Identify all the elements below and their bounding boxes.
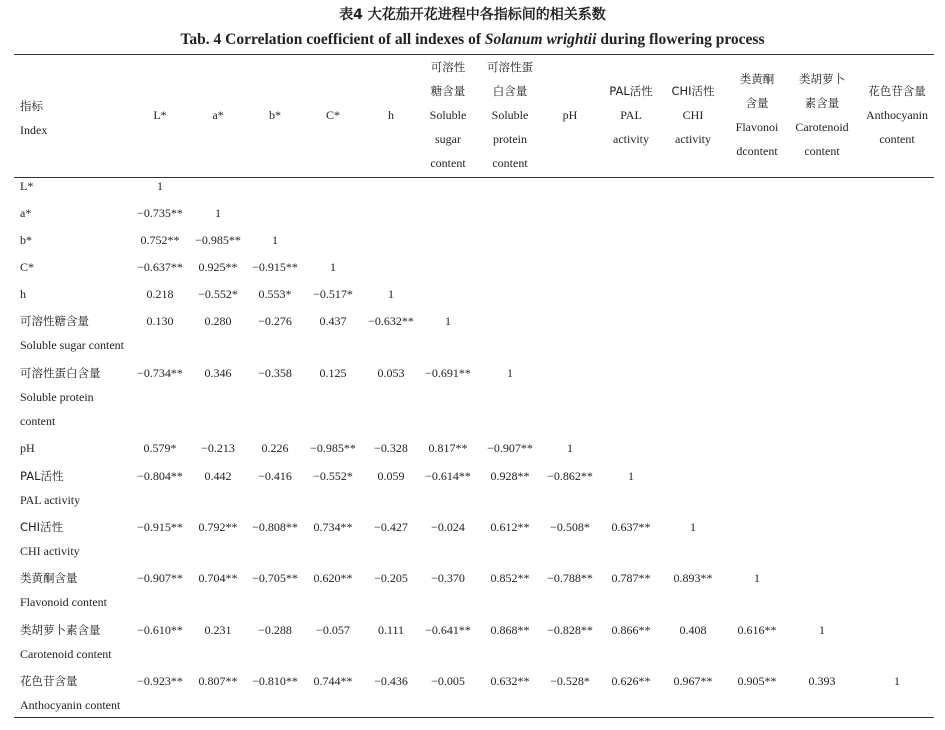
column-header-line: b* — [269, 108, 281, 122]
table-cell: 0.408 — [679, 623, 707, 637]
column-header-line: sugar — [435, 132, 461, 146]
column-header-line: L* — [153, 108, 167, 122]
table-cell: 0.346 — [204, 366, 232, 380]
table-cell: −0.808** — [252, 520, 298, 534]
row-label-line: b* — [20, 233, 32, 247]
row-label-line: Anthocyanin content — [20, 698, 121, 712]
column-header — [852, 79, 942, 151]
table-cell: −0.205 — [374, 571, 408, 585]
row-label-line: CHI activity — [20, 544, 80, 558]
table-cell: −0.923** — [137, 674, 183, 688]
column-header-line: 可溶性 — [430, 60, 466, 74]
row-label-line: PAL activity — [20, 493, 81, 507]
table-cell: −0.024 — [431, 520, 465, 534]
row-label-line: a* — [20, 206, 32, 220]
table-cell: −0.552* — [313, 469, 353, 483]
table-cell: −0.213 — [201, 441, 235, 455]
column-header-line: 可溶性蛋 — [487, 60, 533, 74]
table-cell: −0.370 — [431, 571, 465, 585]
column-header-line: 素含量 — [804, 96, 840, 110]
table-cell: 1 — [157, 179, 163, 193]
table-cell: 0.632** — [490, 674, 530, 688]
table-cell: 0.792** — [198, 520, 238, 534]
table-cell: 0.852** — [490, 571, 530, 585]
table-cell: 0.437 — [319, 314, 347, 328]
table-cell: 0.553* — [258, 287, 292, 301]
row-label — [20, 201, 31, 225]
table-cell: 0.579* — [143, 441, 177, 455]
column-header-line: Carotenoid — [795, 120, 849, 134]
column-header-line: PAL活性 — [609, 84, 653, 98]
row-label — [20, 255, 34, 279]
header-rule — [14, 177, 934, 178]
table-cell: −0.632** — [368, 314, 414, 328]
table-cell: 1 — [894, 674, 900, 688]
column-header-line: protein — [493, 132, 527, 146]
table-cell: −0.057 — [316, 623, 350, 637]
column-header-line: 类胡萝卜 — [799, 72, 845, 86]
column-header-line: CHI — [682, 108, 704, 122]
table-cell: −0.610** — [137, 623, 183, 637]
table-cell: 1 — [754, 571, 760, 585]
table-cell: −0.637** — [137, 260, 183, 274]
row-label — [20, 618, 112, 666]
title-en-suffix: during flowering process — [596, 31, 765, 48]
table-cell: −0.427 — [374, 520, 408, 534]
table-cell: 0.280 — [204, 314, 232, 328]
table-cell: 0.616** — [737, 623, 777, 637]
row-label — [20, 282, 26, 306]
column-header-line: content — [492, 156, 528, 170]
table-cell: 1 — [272, 233, 278, 247]
table-cell: −0.985** — [195, 233, 241, 247]
row-label-line: 花色苷含量 — [20, 674, 78, 688]
table-cell: −0.705** — [252, 571, 298, 585]
table-cell: 0.059 — [377, 469, 405, 483]
column-header-line: a* — [212, 108, 224, 122]
table-cell: 0.817** — [428, 441, 468, 455]
row-label — [20, 361, 101, 433]
table-cell: −0.528* — [550, 674, 590, 688]
column-header-line: pH — [562, 108, 578, 122]
table-cell: −0.517* — [313, 287, 353, 301]
row-label-line: content — [20, 414, 56, 428]
column-header-line: 含量 — [745, 96, 769, 110]
table-cell: 1 — [445, 314, 451, 328]
row-label — [20, 464, 80, 512]
table-cell: −0.358 — [258, 366, 292, 380]
table-cell: −0.907** — [487, 441, 533, 455]
row-label-line: Flavonoid content — [20, 595, 107, 609]
table-cell: 1 — [690, 520, 696, 534]
table-cell: 0.125 — [319, 366, 347, 380]
row-label — [20, 309, 124, 357]
table-cell: 0.626** — [611, 674, 651, 688]
row-label-line: Soluble sugar content — [20, 338, 124, 352]
table-cell: −0.508* — [550, 520, 590, 534]
table-cell: 0.393 — [808, 674, 836, 688]
table-cell: −0.915** — [252, 260, 298, 274]
table-cell: −0.734** — [137, 366, 183, 380]
column-header-line: 糖含量 — [430, 84, 466, 98]
table-cell: 0.226 — [261, 441, 289, 455]
table-title-en — [0, 31, 945, 49]
row-label — [20, 566, 107, 614]
table-cell: 0.925** — [198, 260, 238, 274]
row-label-line: 类胡萝卜素含量 — [20, 623, 101, 637]
table-cell: 0.905** — [737, 674, 777, 688]
table-cell: 0.130 — [146, 314, 174, 328]
table-cell: −0.735** — [137, 206, 183, 220]
header-index — [20, 94, 47, 142]
table-cell: 0.218 — [146, 287, 174, 301]
row-label-line: Soluble protein — [20, 390, 94, 404]
table-cell: 1 — [567, 441, 573, 455]
column-header-line: 花色苷含量 — [868, 84, 926, 98]
table-cell: −0.862** — [547, 469, 593, 483]
table-title-cn: 表4 大花茄开花进程中各指标间的相关系数 — [339, 7, 606, 23]
row-label — [20, 228, 32, 252]
table-cell: 0.734** — [313, 520, 353, 534]
row-label-line: L* — [20, 179, 34, 193]
row-label-line: 类黄酮含量 — [20, 571, 78, 585]
row-label — [20, 174, 33, 198]
title-en-prefix: Tab. 4 Correlation coefficient of all indexes of — [180, 31, 485, 48]
table-cell: −0.985** — [310, 441, 356, 455]
table-cell: −0.810** — [252, 674, 298, 688]
table-cell: −0.614** — [425, 469, 471, 483]
row-label-line: C* — [20, 260, 35, 274]
table-cell: −0.804** — [137, 469, 183, 483]
column-header-line: PAL — [620, 108, 642, 122]
table-cell: 1 — [819, 623, 825, 637]
table-cell: 0.893** — [673, 571, 713, 585]
column-header-line: CHI活性 — [671, 84, 715, 98]
table-cell: 1 — [507, 366, 513, 380]
table-cell: 0.053 — [377, 366, 405, 380]
table-cell: 0.704** — [198, 571, 238, 585]
table-cell: −0.552* — [198, 287, 238, 301]
table-cell: −0.436 — [374, 674, 408, 688]
table-cell: 0.231 — [204, 623, 232, 637]
table-cell: −0.788** — [547, 571, 593, 585]
table-cell: −0.641** — [425, 623, 471, 637]
row-label-line: 可溶性糖含量 — [20, 314, 89, 328]
table-cell: −0.915** — [137, 520, 183, 534]
column-header-line: activity — [675, 132, 711, 146]
table-cell: 0.928** — [490, 469, 530, 483]
column-header-line: Soluble — [429, 108, 467, 122]
table-cell: 0.866** — [611, 623, 651, 637]
column-header-line: content — [879, 132, 915, 146]
row-label-line: h — [20, 287, 26, 301]
row-label — [20, 436, 35, 460]
header-index-cn: 指标 — [20, 99, 43, 113]
table-cell: 0.612** — [490, 520, 530, 534]
table-cell: −0.328 — [374, 441, 408, 455]
row-label — [20, 515, 80, 563]
table-cell: 0.111 — [377, 623, 405, 637]
column-header-line: C* — [325, 108, 340, 122]
table-cell: 0.620** — [313, 571, 353, 585]
table-cell: 0.967** — [673, 674, 713, 688]
column-header-line: content — [430, 156, 466, 170]
table-cell: 1 — [330, 260, 336, 274]
column-header-line: activity — [613, 132, 649, 146]
row-label-line: 可溶性蛋白含量 — [20, 366, 101, 380]
table-cell: 0.744** — [313, 674, 353, 688]
table-cell: 1 — [388, 287, 394, 301]
table-cell: 1 — [215, 206, 221, 220]
table-cell: 0.868** — [490, 623, 530, 637]
column-header-line: dcontent — [736, 144, 778, 158]
column-header-line: content — [804, 144, 840, 158]
column-header-line: Soluble — [491, 108, 529, 122]
column-header-line: Flavonoi — [735, 120, 779, 134]
column-header-line: h — [388, 108, 394, 122]
table-cell: 1 — [628, 469, 634, 483]
header-index-en: Index — [20, 123, 48, 137]
table-cell: 0.787** — [611, 571, 651, 585]
bottom-rule — [14, 717, 934, 718]
column-header-line: Anthocyanin — [866, 108, 928, 122]
table-cell: −0.288 — [258, 623, 292, 637]
table-cell: −0.907** — [137, 571, 183, 585]
table-cell: −0.276 — [258, 314, 292, 328]
title-en-species: Solanum wrightii — [484, 31, 597, 48]
table-cell: 0.442 — [204, 469, 232, 483]
table-cell: 0.752** — [140, 233, 180, 247]
table-cell: 0.637** — [611, 520, 651, 534]
table-cell: −0.691** — [425, 366, 471, 380]
row-label-line: pH — [20, 441, 35, 455]
table-cell: −0.416 — [258, 469, 292, 483]
row-label-line: Carotenoid content — [20, 647, 112, 661]
row-label-line: PAL活性 — [20, 469, 64, 483]
row-label — [20, 669, 120, 717]
table-cell: −0.828** — [547, 623, 593, 637]
row-label-line: CHI活性 — [20, 520, 64, 534]
table-cell: −0.005 — [431, 674, 465, 688]
column-header-line: 类黄酮 — [739, 72, 775, 86]
column-header-line: 白含量 — [492, 84, 528, 98]
table-cell: 0.807** — [198, 674, 238, 688]
